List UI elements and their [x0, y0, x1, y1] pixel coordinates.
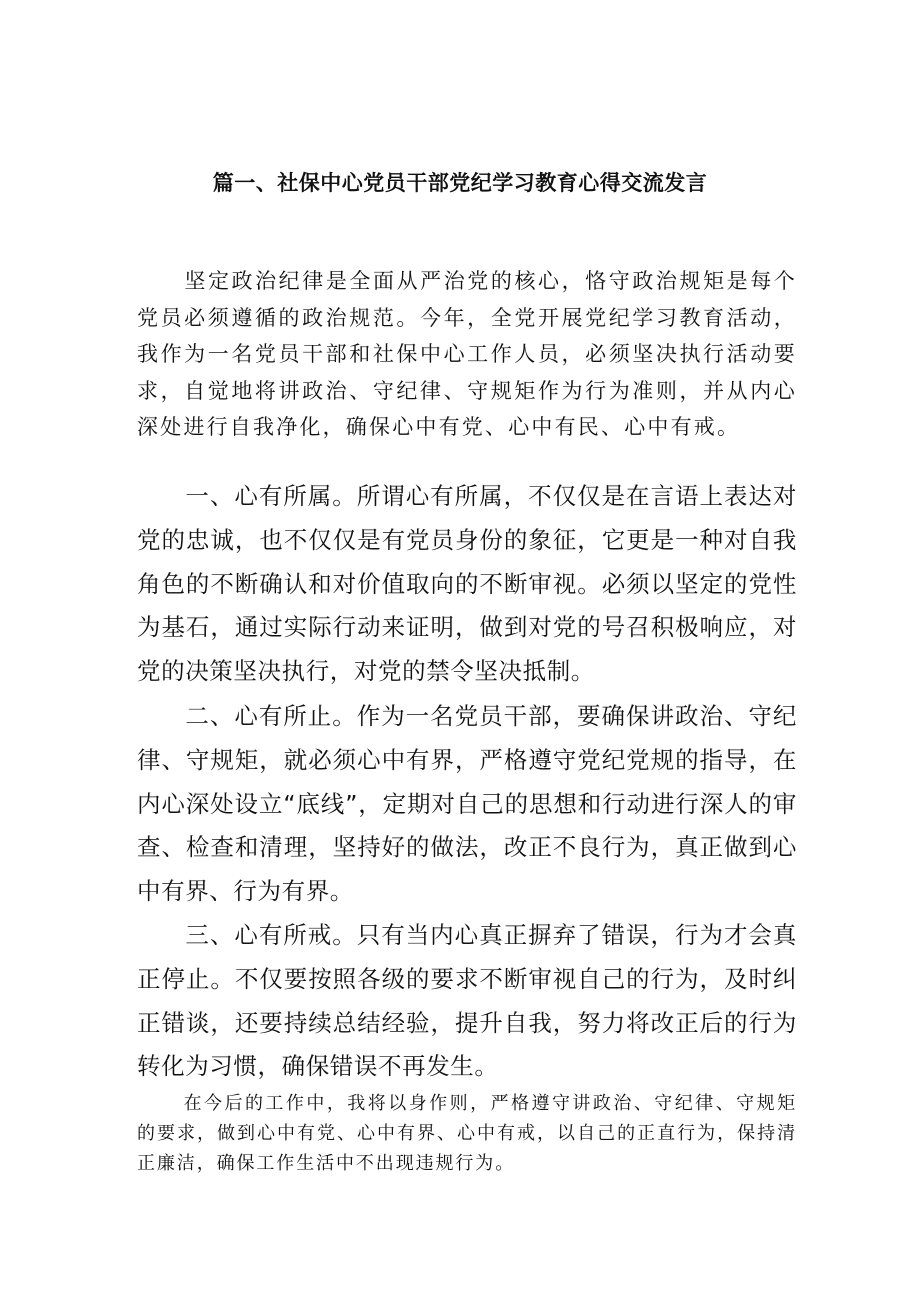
- intro-paragraph: [137, 263, 797, 446]
- conclusion-text: 在今后的工作中，我将以身作则，严格遵守讲政治、守纪律、守规矩的要求，做到心中有党、心中有界、心中有戒，以自己的正直行为，保持清正廉洁，确保工作生活中不出现违规行为。: [137, 1093, 797, 1174]
- intro-text: 坚定政治纪律是全面从严治党的核心，恪守政治规矩是每个党员必须遵循的政治规范。今年，全党开展党纪学习教育活动，我作为一名党员干部和社保中心工作人员，必须坚决执行活动要求，自觉地将讲政治、守纪律、守规矩作为行为准则，并从内心深处进行自我净化，确保心中有党、心中有民、心中有戒。: [137, 269, 797, 440]
- conclusion-paragraph: [137, 1089, 797, 1179]
- section-3-paragraph: [137, 914, 797, 1089]
- section-3-text: 三、心有所戒。只有当内心真正摒弃了错误，行为才会真正停止。不仅要按照各级的要求不断审视自己的行为，及时纠正错谈，还要持续总结经验，提升自我，努力将改正后的行为转化为习惯，确保错误不再发生。: [137, 921, 797, 1081]
- document-title: 篇一、社保中心党员干部党纪学习教育心得交流发言: [212, 171, 708, 195]
- section-2-paragraph: [137, 695, 797, 914]
- section-2-text: 二、心有所止。作为一名党员干部，要确保讲政治、守纪律、守规矩，就必须心中有界，严格遵守党纪党规的指导，在内心深处设立“底线”，定期对自己的思想和行动进行深人的审查、检查和清理，坚持好的做法，改正不良行为，真正做到心中有界、行为有界。: [137, 702, 797, 906]
- section-1-paragraph: [137, 475, 797, 694]
- section-1-text: 一、心有所属。所谓心有所属，不仅仅是在言语上表达对党的忠诚，也不仅仅是有党员身份的象征，它更是一种对自我角色的不断确认和对价值取向的不断审视。必须以坚定的党性为基石，通过实际行动来证明，做到对党的号召积极响应，对党的决策坚决执行，对党的禁令坚决抵制。: [137, 482, 797, 686]
